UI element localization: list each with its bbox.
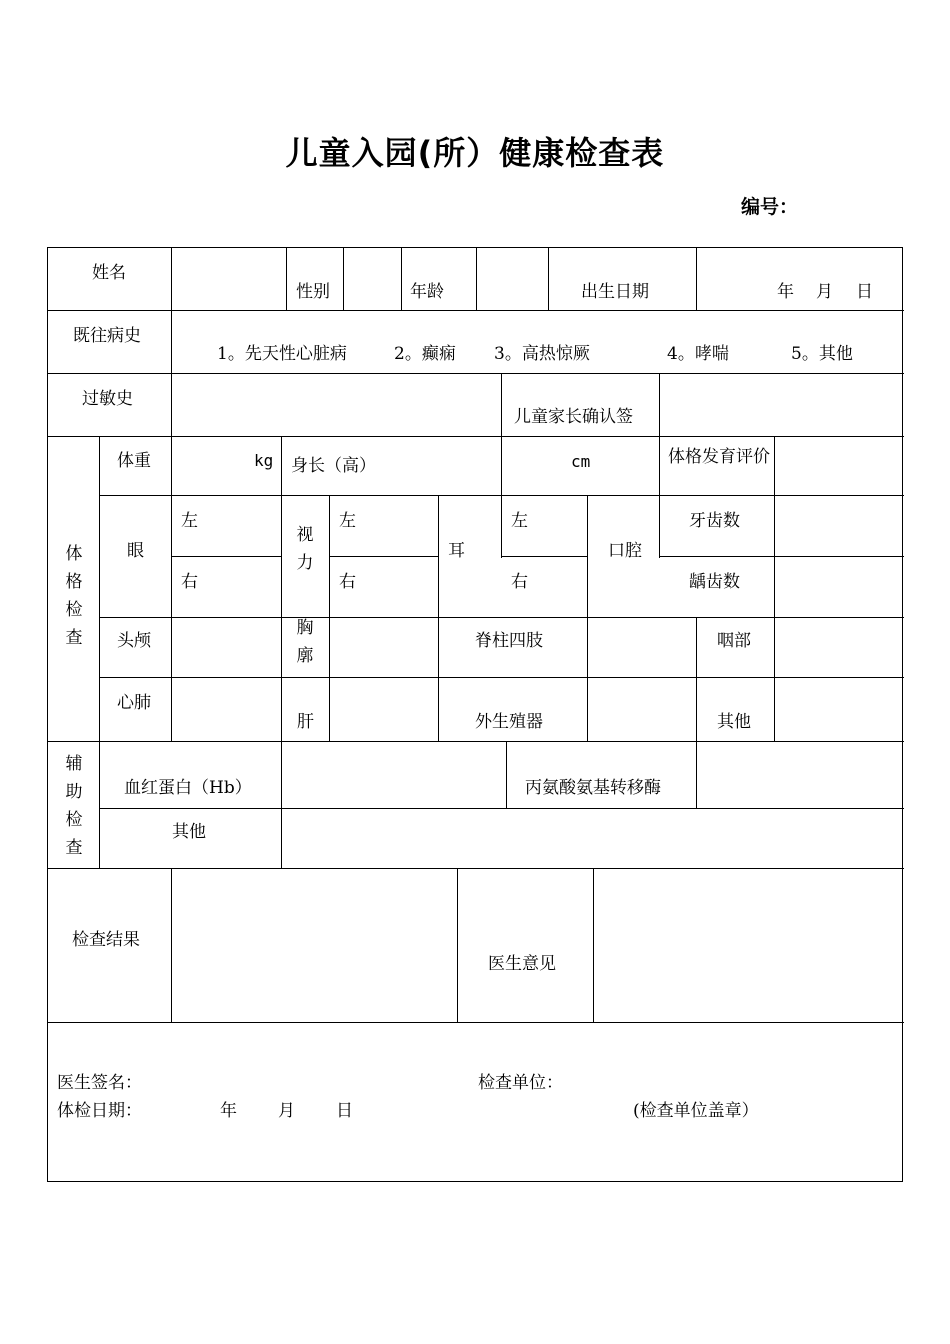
auxiliary-other-field[interactable] (282, 809, 902, 867)
pharynx-label: 咽部 (717, 631, 751, 651)
row-divider (329, 556, 438, 557)
unit-stamp-label: (检查单位盖章） (633, 1101, 759, 1121)
height-unit: cm (571, 452, 591, 471)
physical-other-label: 其他 (717, 712, 751, 732)
history-option-congenital-heart[interactable]: 1。先天性心脏病 (217, 344, 347, 364)
row-divider (48, 1022, 904, 1023)
column-divider (587, 617, 588, 741)
gender-field[interactable] (344, 249, 400, 309)
row-divider (48, 310, 904, 311)
history-option-epilepsy[interactable]: 2。癫痫 (394, 344, 456, 364)
gender-label: 性别 (296, 282, 330, 302)
exam-year-label: 年 (220, 1101, 237, 1121)
eye-left-label: 左 (181, 511, 198, 531)
exam-result-label: 检查结果 (72, 930, 140, 950)
exam-month-label: 月 (278, 1101, 295, 1121)
alt-field[interactable] (697, 742, 902, 807)
height-label: 身长（高） (291, 456, 376, 476)
column-divider (659, 436, 660, 558)
hemoglobin-field[interactable] (282, 742, 505, 807)
teeth-count-label: 牙齿数 (689, 511, 740, 531)
eye-right-label: 右 (181, 572, 198, 592)
ear-left-label: 左 (511, 511, 528, 531)
column-divider (99, 436, 100, 868)
vision-left-label: 左 (339, 511, 356, 531)
auxiliary-other-label: 其他 (172, 822, 206, 842)
caries-count-field[interactable] (775, 557, 902, 616)
column-divider (401, 248, 402, 310)
birth-date-label: 出生日期 (581, 282, 649, 302)
allergy-label: 过敏史 (82, 389, 133, 409)
birth-year-label: 年 (777, 282, 794, 302)
vision-right-label: 右 (339, 572, 356, 592)
column-divider (506, 741, 507, 808)
exam-unit-label: 检查单位： (478, 1073, 563, 1093)
birth-month-label: 月 (816, 282, 833, 302)
doctor-opinion-label: 医生意见 (488, 954, 556, 974)
history-option-febrile-convulsion[interactable]: 3。高热惊厥 (494, 344, 590, 364)
teeth-count-field[interactable] (775, 496, 902, 555)
chest-label: 胸廓 (296, 618, 314, 666)
ear-label: 耳 (448, 541, 465, 561)
column-divider (587, 495, 588, 617)
development-evaluation-field[interactable] (775, 437, 902, 494)
liver-label: 肝 (297, 712, 314, 732)
row-divider (171, 556, 281, 557)
serial-number-label: 编号： (741, 196, 799, 218)
age-label: 年龄 (410, 282, 444, 302)
column-divider (457, 868, 458, 1022)
allergy-field[interactable] (172, 374, 500, 435)
name-label: 姓名 (92, 263, 126, 283)
medical-history-label: 既往病史 (73, 326, 141, 346)
physical-other-field[interactable] (775, 678, 902, 740)
caries-count-label: 龋齿数 (689, 572, 740, 592)
column-divider (548, 248, 549, 310)
head-label: 头颅 (117, 631, 151, 651)
vision-label: 视力 (296, 525, 314, 573)
health-check-form (47, 247, 903, 1182)
weight-unit: kg (254, 451, 274, 470)
column-divider (286, 248, 287, 310)
ear-right-label: 右 (511, 572, 528, 592)
page-title: 儿童入园(所）健康检查表 (285, 134, 665, 172)
birth-day-label: 日 (856, 282, 873, 302)
parent-signature-field[interactable] (660, 374, 902, 435)
weight-label: 体重 (117, 451, 151, 471)
doctor-signature-label: 医生签名： (57, 1073, 142, 1093)
hemoglobin-label: 血红蛋白（Hb） (124, 778, 252, 798)
history-option-asthma[interactable]: 4。哮喘 (667, 344, 729, 364)
doctor-opinion-field[interactable] (594, 869, 902, 1021)
column-divider (696, 617, 697, 741)
history-option-other[interactable]: 5。其他 (791, 344, 853, 364)
column-divider (438, 495, 439, 741)
weight-field[interactable] (172, 437, 280, 494)
physical-exam-section-label: 体格检查 (65, 544, 83, 648)
column-divider (501, 436, 502, 558)
column-divider (329, 495, 330, 741)
head-field[interactable] (172, 618, 280, 676)
development-evaluation-label: 体格发育评价 (668, 447, 770, 467)
exam-day-label: 日 (336, 1101, 353, 1121)
exam-date-label: 体检日期： (57, 1101, 142, 1121)
pharynx-field[interactable] (775, 618, 902, 676)
alt-label: 丙氨酸氨基转移酶 (525, 778, 661, 798)
height-field[interactable] (282, 437, 500, 494)
age-field[interactable] (477, 249, 547, 309)
heart-lung-label: 心肺 (117, 693, 151, 713)
column-divider (501, 373, 502, 436)
eye-label: 眼 (127, 541, 144, 561)
exam-result-field[interactable] (172, 869, 456, 1021)
spine-limbs-label: 脊柱四肢 (475, 631, 543, 651)
parent-confirm-label: 儿童家长确认签 (514, 407, 633, 427)
genitals-label: 外生殖器 (475, 712, 543, 732)
name-field[interactable] (172, 249, 285, 309)
row-divider (501, 556, 587, 557)
mouth-label: 口腔 (608, 541, 642, 561)
auxiliary-exam-section-label: 辅助检查 (65, 754, 83, 858)
